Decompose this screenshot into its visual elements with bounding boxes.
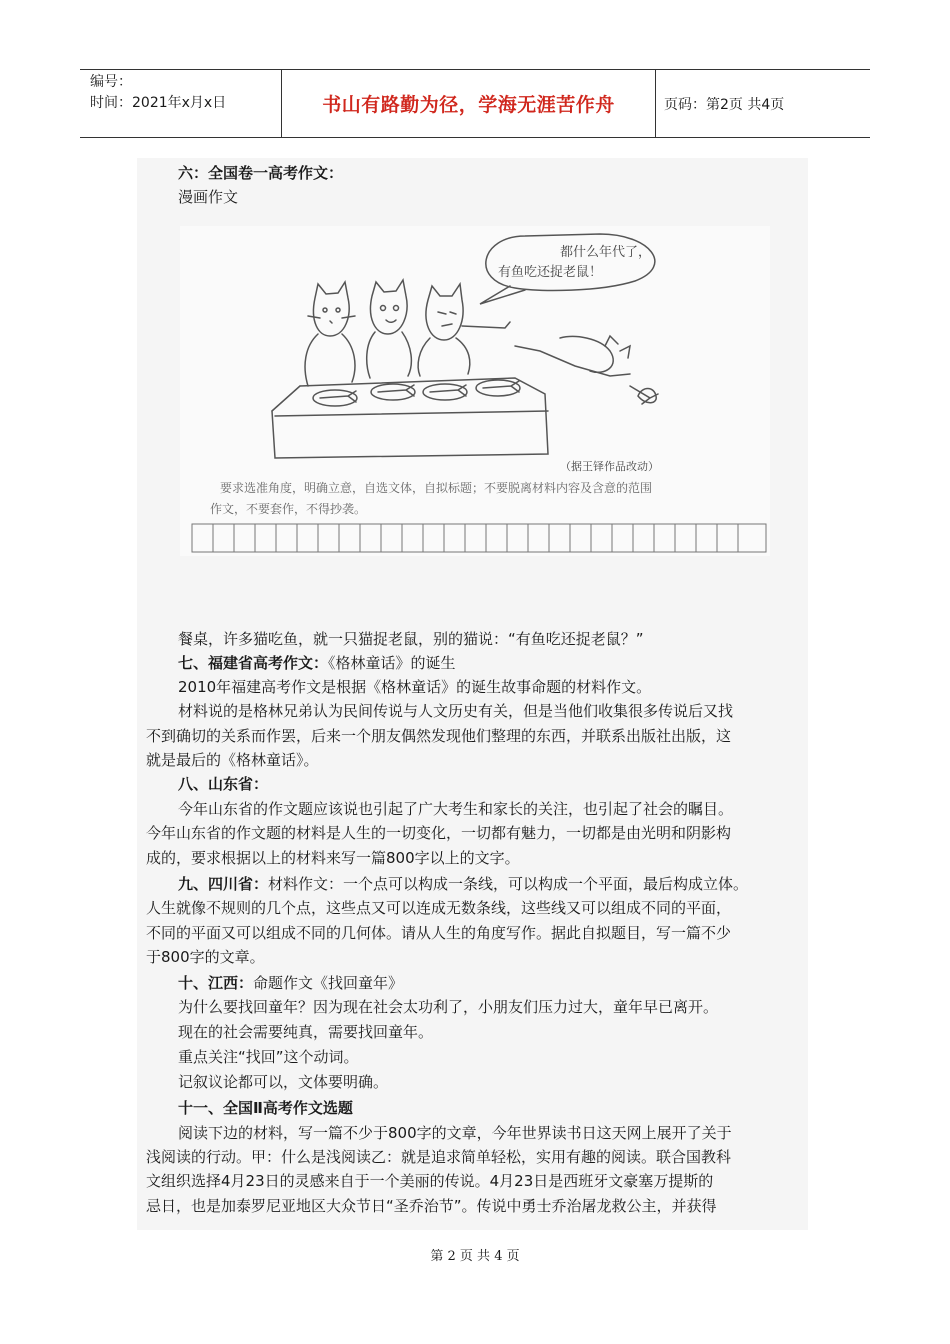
header-meta — [80, 70, 282, 137]
header-page-info — [656, 70, 870, 137]
cartoon-requirement-2: 作文，不要套作，不得抄袭。 — [210, 502, 367, 516]
section-7-p2-line3: 就是最后的《格林童话》。 — [146, 751, 319, 769]
section-11-title: 十一、全国Ⅱ高考作文选题 — [178, 1099, 353, 1117]
header-motto: 书山有路勤为径，学海无涯苦作舟 — [322, 94, 615, 116]
section-7-title-row — [178, 652, 456, 674]
section-10-p1: 为什么要找回童年？因为现在社会太功利了，小朋友们压力过大，童年早已离开。 — [178, 998, 719, 1016]
section-6-description: 餐桌，许多猫吃鱼，就一只猫捉老鼠，别的猫说：“有鱼吃还捉老鼠？” — [178, 630, 644, 648]
section-10-p2: 现在的社会需要纯真，需要找回童年。 — [178, 1023, 434, 1041]
section-11-p1-line1: 阅读下边的材料，写一篇不少于800字的文章，今年世界读书日这天网上展开了关于 — [178, 1124, 732, 1142]
answer-grid — [192, 524, 766, 552]
section-8-p1-line2: 今年山东省的作文题的材料是人生的一切变化，一切都有魅力，一切都是由光明和阴影构 — [146, 824, 732, 842]
section-10-title-rest: 命题作文《找回童年》 — [253, 974, 404, 992]
section-11-p1-line2: 浅阅读的行动。甲：什么是浅阅读乙：就是追求简单轻松，实用有趣的阅读。联合国教科 — [146, 1148, 732, 1166]
section-11-p1-line4: 忌日，也是加泰罗尼亚地区大众节日“圣乔治节”。传说中勇士乔治屠龙救公主，并获得 — [146, 1197, 717, 1215]
page-info-text: 页码：第2页 共4页 — [664, 96, 785, 113]
section-6-subtitle: 漫画作文 — [178, 188, 239, 206]
header-motto-cell — [282, 70, 656, 137]
section-9-title-row — [178, 873, 748, 895]
time-label: 时间：2021年x月x日 — [90, 95, 227, 111]
section-6-title: 六：全国卷一高考作文： — [178, 164, 344, 182]
section-10-title: 十、江西： — [178, 974, 254, 992]
cartoon-illustration — [180, 226, 770, 556]
bubble-line-1: 都什么年代了， — [560, 245, 652, 260]
section-9-p1-line1: 材料作文：一个点可以构成一条线，可以构成一个平面，最后构成立体。 — [268, 875, 749, 893]
section-7-p1: 2010年福建高考作文是根据《格林童话》的诞生故事命题的材料作文。 — [178, 678, 652, 696]
section-9-p1-line3: 不同的平面又可以组成不同的几何体。请从人生的角度写作。据此自拟题目，写一篇不少 — [146, 924, 732, 942]
footer-page-text: 第 2 页 共 4 页 — [430, 1249, 520, 1264]
cartoon-drawing — [180, 226, 770, 556]
cartoon-requirement-1: 要求选准角度，明确立意，自选文体，自拟标题；不要脱离材料内容及含意的范围 — [220, 481, 653, 495]
section-7-p2-line1: 材料说的是格林兄弟认为民间传说与人文历史有关，但是当他们收集很多传说后又找 — [178, 702, 734, 720]
section-9-title: 九、四川省： — [178, 875, 269, 893]
section-8-p1-line1: 今年山东省的作文题应该说也引起了广大考生和家长的关注，也引起了社会的瞩目。 — [178, 800, 734, 818]
bubble-line-2: 有鱼吃还捉老鼠！ — [498, 265, 603, 280]
section-9-p1-line4: 于800字的文章。 — [146, 948, 265, 966]
page-footer — [0, 1245, 950, 1264]
section-10-p4: 记叙议论都可以，文体要明确。 — [178, 1073, 389, 1091]
section-8-title: 八、山东省： — [178, 775, 269, 793]
section-7-title-rest: 《格林童话》的诞生 — [328, 654, 456, 672]
section-10-p3: 重点关注“找回”这个动词。 — [178, 1048, 359, 1066]
section-7-p2-line2: 不到确切的关系而作罢，后来一个朋友偶然发现他们整理的东西，并联系出版社出版，这 — [146, 727, 732, 745]
section-9-p1-line2: 人生就像不规则的几个点，这些点又可以连成无数条线，这些线又可以组成不同的平面， — [146, 899, 732, 917]
section-7-title: 七、福建省高考作文： — [178, 654, 329, 672]
document-header — [80, 69, 870, 138]
section-8-p1-line3: 成的，要求根据以上的材料来写一篇800字以上的文字。 — [146, 849, 520, 867]
cartoon-credit: （据王铎作品改动） — [560, 460, 659, 473]
section-11-p1-line3: 文组织选择4月23日的灵感来自于一个美丽的传说。4月23日是西班牙文豪塞万提斯的 — [146, 1172, 714, 1190]
number-label: 编号： — [90, 74, 132, 90]
section-10-title-row — [178, 972, 403, 994]
